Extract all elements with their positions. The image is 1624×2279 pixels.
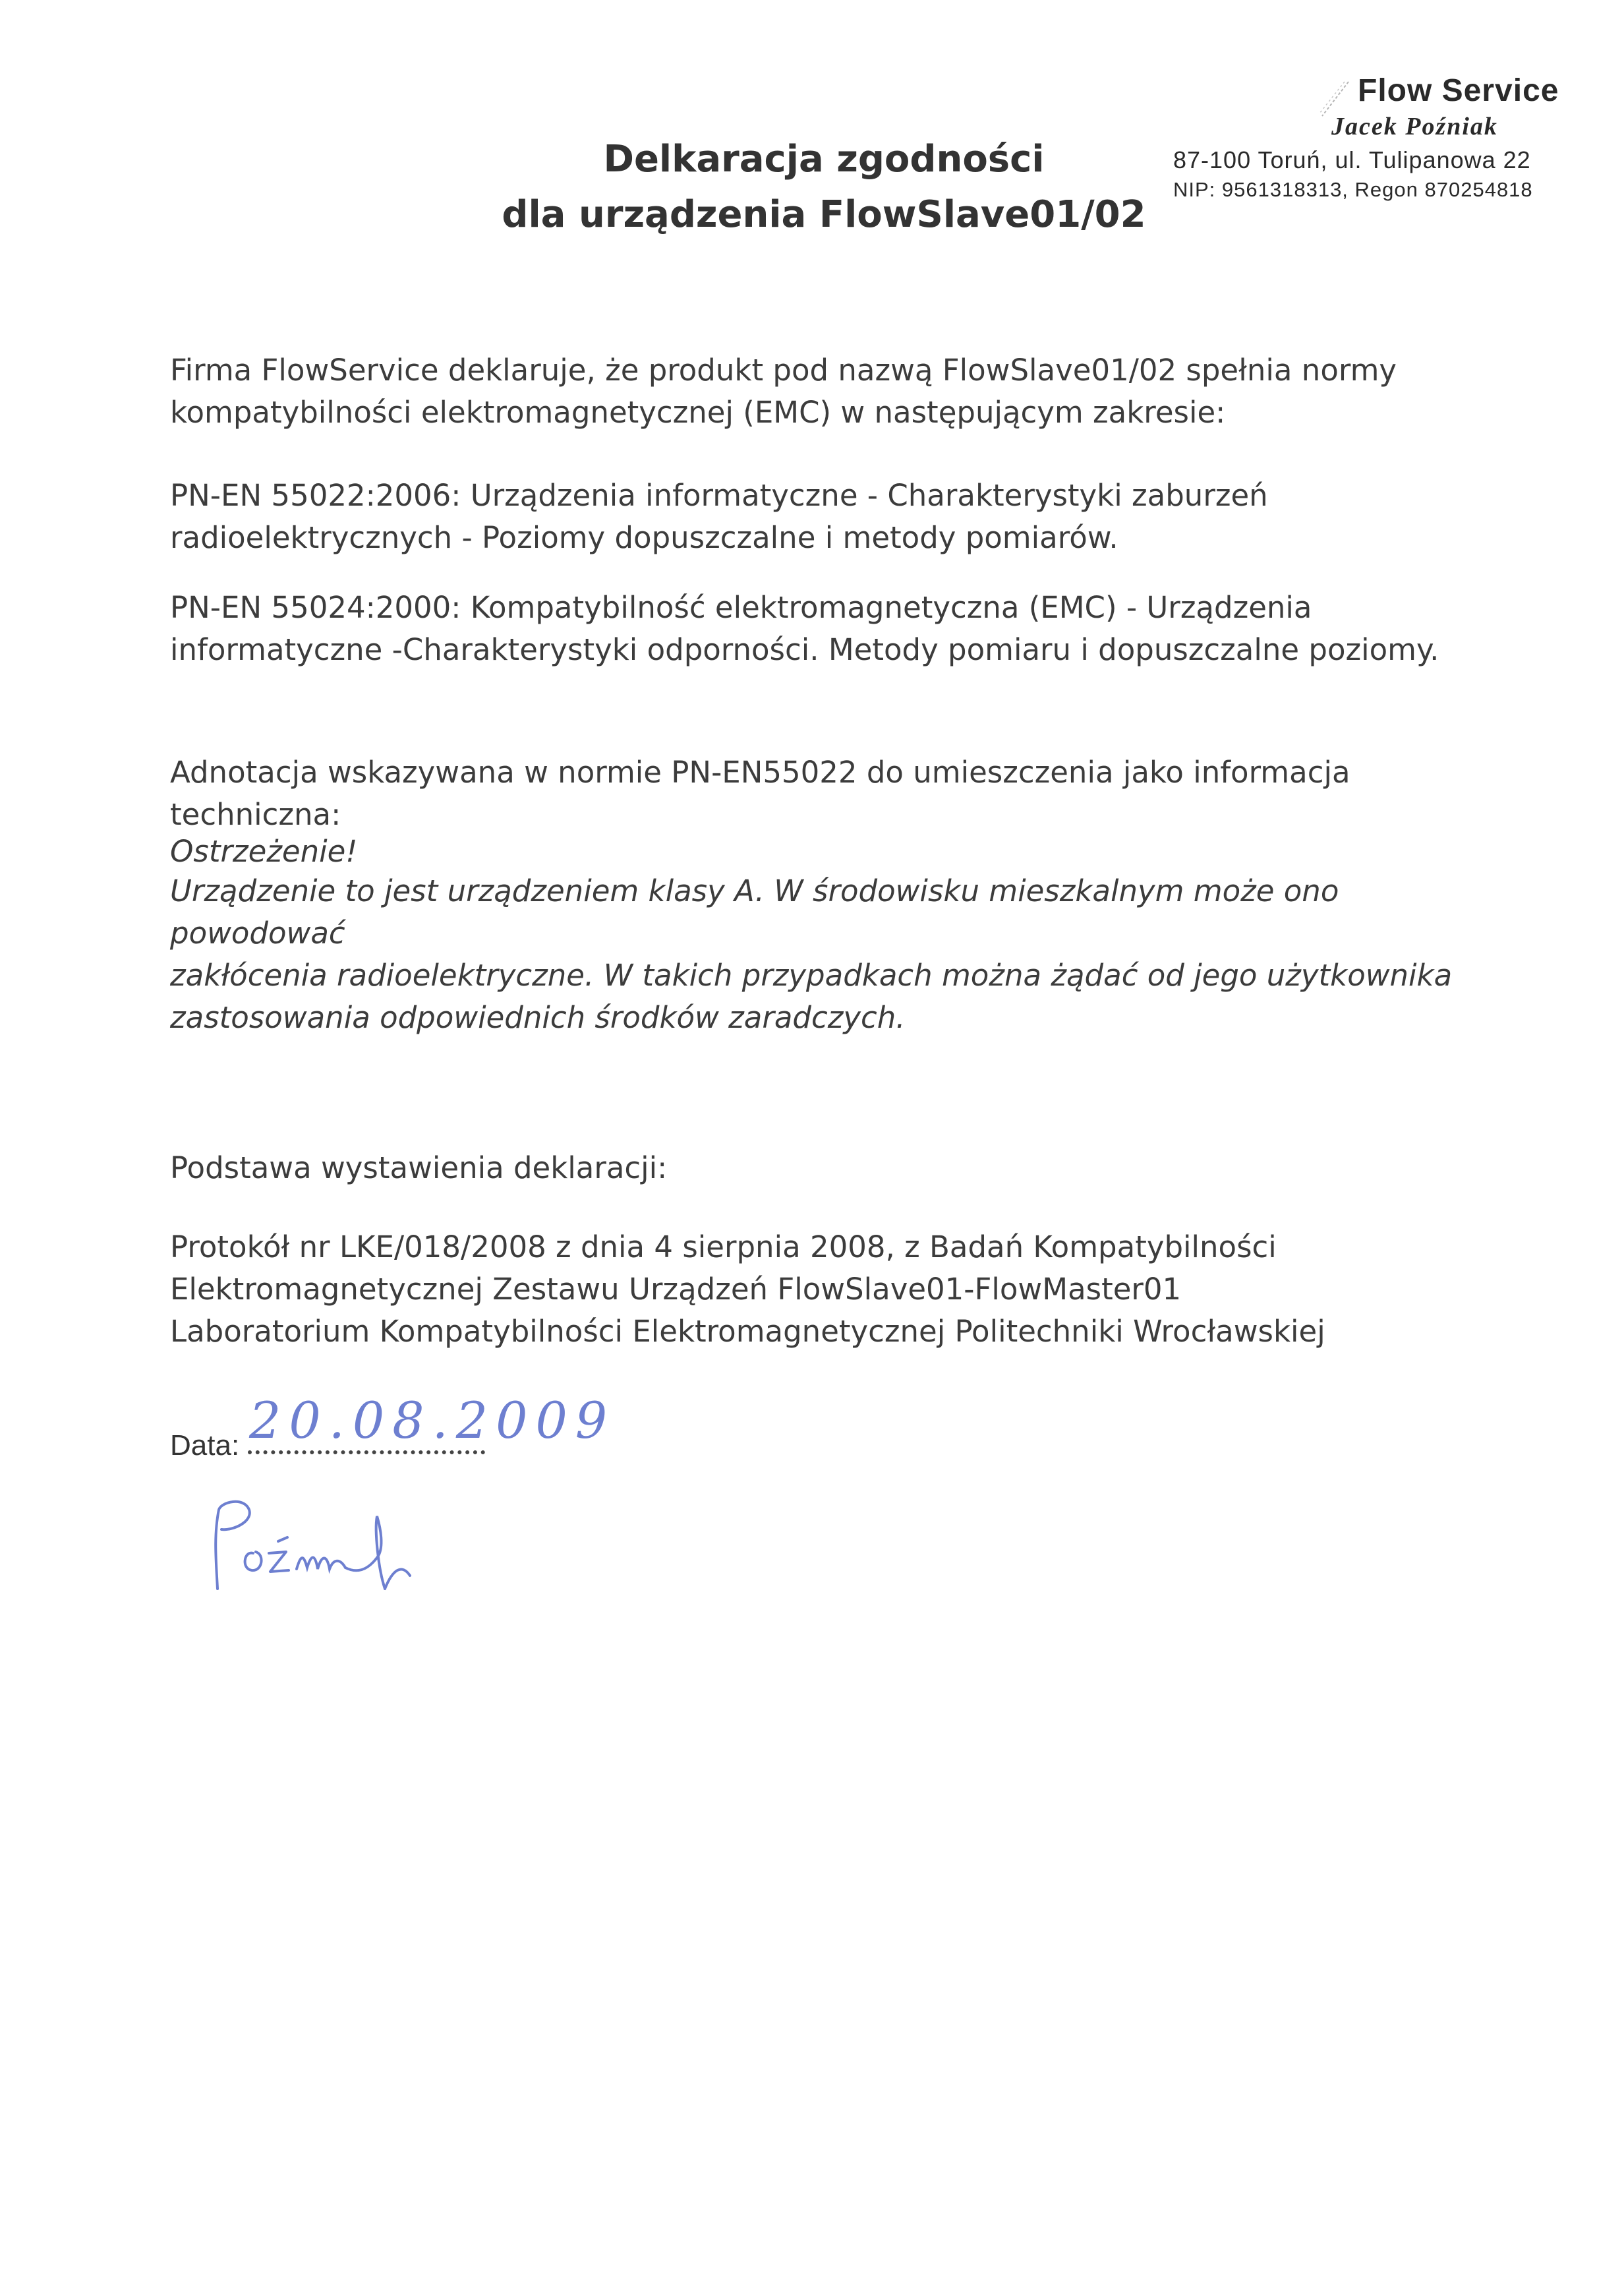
basis-label: Podstawa wystawienia deklaracji: xyxy=(170,1150,668,1185)
handwritten-signature xyxy=(204,1490,481,1609)
stamp-address: 87-100 Toruń, ul. Tulipanowa 22 xyxy=(1173,146,1531,173)
annotation-paragraph: Adnotacja wskazywana w normie PN-EN55022 do umieszczenia jako informacja techniczna: xyxy=(170,755,1350,832)
date-label: Data: xyxy=(170,1429,240,1462)
warning-title: Ostrzeżenie! xyxy=(170,834,358,869)
stamp-person-name: Jacek Poźniak xyxy=(1331,113,1498,140)
norm-en55024-paragraph: PN-EN 55024:2000: Kompatybilność elektromagnetyczna (EMC) - Urządzenia informatyczne -Charakterystyki odporności. Metody pomiaru i dopuszczalne poziomy. xyxy=(170,590,1439,667)
warning-paragraph: Urządzenie to jest urządzeniem klasy A. W środowisku mieszkalnym może ono powodować zakłócenia radioelektryczne. W takich przypadkach można żądać od jego użytkownika zastosowania odpowiednich środków zaradczych. xyxy=(170,873,1453,1035)
stamp-tax-ids: NIP: 9561318313, Regon 870254818 xyxy=(1173,178,1533,201)
handwritten-date: 20.08.2009 xyxy=(249,1391,616,1450)
title-line-2: dla urządzenia FlowSlave01/02 xyxy=(502,193,1146,236)
intro-paragraph: Firma FlowService deklaruje, że produkt pod nazwą FlowSlave01/02 spełnia normy kompatybilności elektromagnetycznej (EMC) w następującym zakresie: xyxy=(170,353,1397,430)
title-line-1: Delkaracja zgodności xyxy=(603,138,1045,181)
document-title xyxy=(461,132,1186,243)
date-dotted-line xyxy=(248,1450,485,1454)
date-row xyxy=(170,1391,697,1470)
stamp-company-name: Flow Service xyxy=(1358,73,1559,108)
company-stamp xyxy=(1173,73,1559,218)
basis-paragraph: Protokół nr LKE/018/2008 z dnia 4 sierpnia 2008, z Badań Kompatybilności Elektromagnetycznej Zestawu Urządzeń FlowSlave01-FlowMaster01 Laboratorium Kompatybilności Elektromagnetycznej Politechniki Wrocławskiej xyxy=(170,1229,1325,1349)
norm-en55022-paragraph: PN-EN 55022:2006: Urządzenia informatyczne - Charakterystyki zaburzeń radioelektrycznych - Poziomy dopuszczalne i metody pomiarów. xyxy=(170,478,1268,555)
